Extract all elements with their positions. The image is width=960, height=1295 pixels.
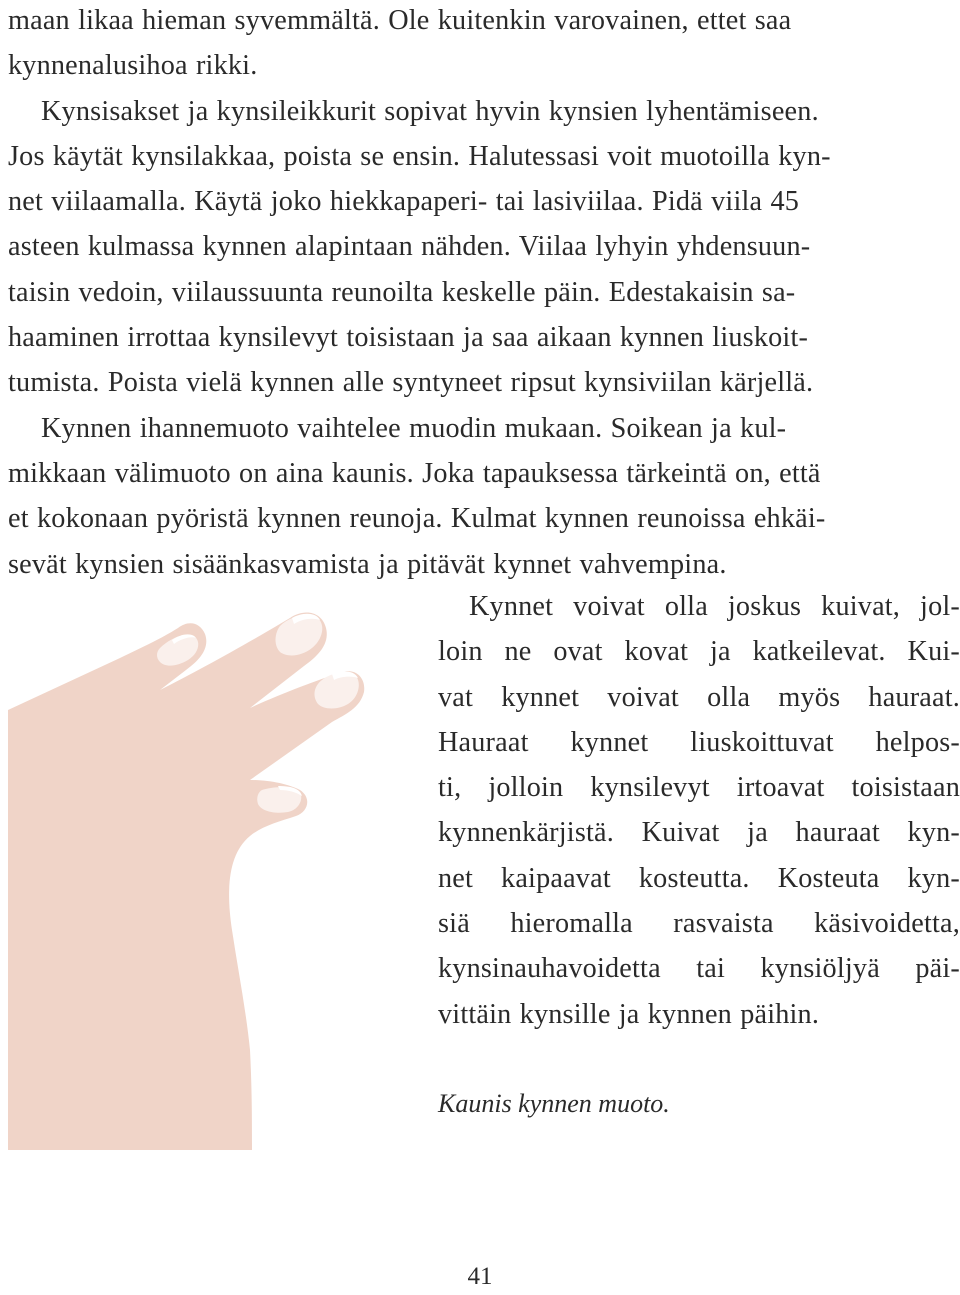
hand-shape	[8, 613, 364, 1150]
main-paragraph	[8, 0, 960, 587]
illustration-caption: Kaunis kynnen muoto.	[438, 1089, 670, 1118]
text-line: Kynnen ihannemuoto vaihtelee muodin mukaan. Soikean ja kul-	[41, 412, 787, 444]
text-line: kynnenalusihoa rikki.	[8, 50, 258, 82]
text-line: asteen kulmassa kynnen alapintaan nähden. Viilaa lyhyin yhdensuun-	[8, 231, 811, 263]
side-paragraph	[438, 584, 960, 1037]
text-line: sevät kynsien sisäänkasvamista ja pitävät kynnet vahvempina.	[8, 548, 727, 580]
text-line: Jos käytät kynsilakkaa, poista se ensin. Halutessasi voit muotoilla kyn-	[8, 140, 831, 172]
text-line: maan likaa hieman syvemmältä. Ole kuitenkin varovainen, ettet saa	[8, 5, 792, 36]
text-line: et kokonaan pyöristä kynnen reunoja. Kulmat kynnen reunoissa ehkäi-	[8, 503, 826, 535]
text-line: Kynnet voivat olla joskus kuivat, jol-	[469, 591, 960, 622]
text-line: siä hieromalla rasvaista käsivoidetta,	[438, 908, 960, 940]
hand-illustration-icon	[0, 590, 440, 1150]
page-number: 41	[467, 1263, 493, 1290]
text-line: Hauraat kynnet liuskoittuvat helpos-	[438, 726, 960, 758]
text-line: vat kynnet voivat olla myös hauraat.	[438, 681, 960, 713]
text-line: loin ne ovat kovat ja katkeilevat. Kui-	[438, 636, 960, 668]
text-line: kynnenkärjistä. Kuivat ja hauraat kyn-	[438, 817, 960, 849]
text-line: Kynsisakset ja kynsileikkurit sopivat hyvin kynsien lyhentämiseen.	[41, 95, 819, 127]
text-line: kynsinauhavoidetta tai kynsiöljyä päi-	[438, 953, 960, 985]
text-line: tumista. Poista vielä kynnen alle syntyneet ripsut kynsiviilan kärjellä.	[8, 367, 814, 399]
text-line: ti, jolloin kynsilevyt irtoavat toisistaan	[438, 772, 960, 804]
text-line: taisin vedoin, viilaussuunta reunoilta keskelle päin. Edestakaisin sa-	[8, 276, 796, 308]
text-line: vittäin kynsille ja kynnen päihin.	[438, 998, 820, 1030]
text-line: net kaipaavat kosteutta. Kosteuta kyn-	[438, 862, 960, 894]
text-line: haaminen irrottaa kynsilevyt toisistaan ja saa aikaan kynnen liuskoit-	[8, 322, 809, 354]
text-line: net viilaamalla. Käytä joko hiekkapaperi- tai lasiviilaa. Pidä viila 45	[8, 186, 800, 218]
text-line: mikkaan välimuoto on aina kaunis. Joka tapauksessa tärkeintä on, että	[8, 457, 821, 489]
